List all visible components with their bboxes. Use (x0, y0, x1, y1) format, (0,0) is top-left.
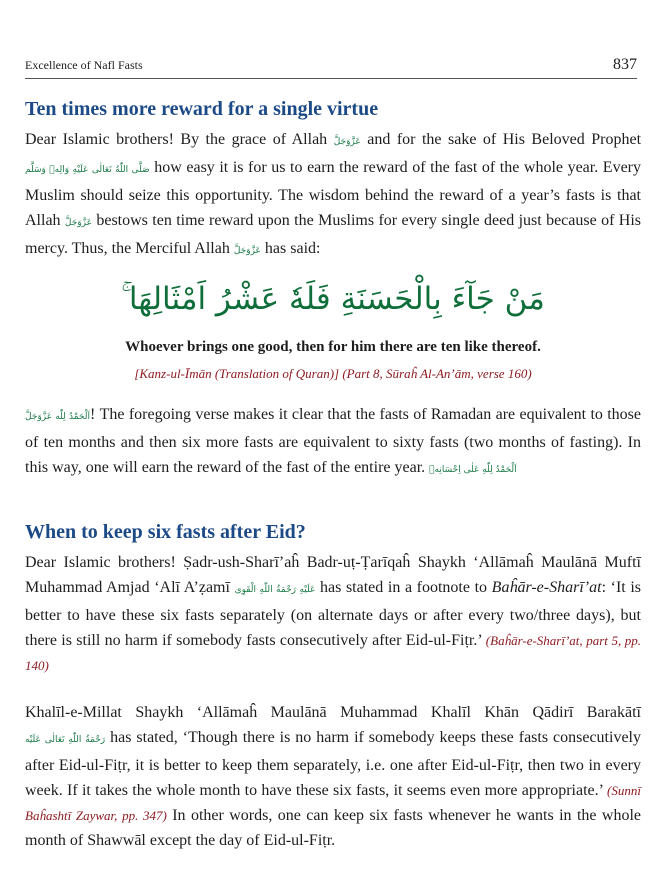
header-title: Excellence of Nafl Fasts (25, 58, 143, 72)
citation: (Baĥār-e-Sharī’at, part 5, pp. 140) (25, 633, 642, 673)
arabic-salutation: عَلَيْهِ رَحْمَةُ اللّٰهِ الْقَوِی (234, 585, 316, 595)
verse-reference: [Kanz-ul-Īmān (Translation of Quran)] (Part 8, Sūraĥ Al-An’ām, verse 160) (134, 366, 532, 381)
running-header (25, 56, 637, 79)
section-heading-reward: Ten times more reward for a single virtue (25, 98, 379, 120)
text-run: has stated in a footnote to (315, 579, 492, 596)
paragraph-sadr-ush-shariah (25, 550, 641, 678)
paragraph-intro (25, 127, 641, 264)
text-run: Dear Islamic brothers! By the grace of Allah (25, 131, 328, 148)
arabic-salutation: عَزَّوَجَلَّ (64, 218, 92, 228)
text-run: how easy it is for us to earn the reward of the fast of the whole year. Every Muslim should seize this opportunity. The wisdom behind the reward of a year’s fasts is that Allah (25, 159, 641, 229)
arabic-praise: اَلْحَمْدُ لِلّٰه عَزَّوَجَلَّ (25, 412, 90, 422)
citation: (Sunnī Baĥashtī Zaywar, pp. 347) (25, 783, 641, 823)
verse-translation: Whoever brings one good, then for him there are ten like thereof. (125, 339, 541, 355)
arabic-salutation: عَزَّوَجَلَّ (233, 246, 261, 256)
text-run: has said: (260, 240, 321, 257)
arabic-salutation: عَزَّوَجَلَّ (333, 137, 361, 147)
book-title: Baĥār-e-Sharī’at (491, 579, 602, 596)
paragraph-explanation (25, 402, 641, 483)
text-run: bestows ten time reward upon the Muslims for every single deed just because of His mercy. Thus, the Merciful Allah (25, 212, 641, 257)
arabic-praise: اَلْحَمْدُ لِلّٰهِ عَلٰى اِحْسَانِهٖ (429, 465, 517, 475)
page-body (25, 96, 641, 853)
text-run: Dear Islamic brothers! Ṣadr-ush-Sharī’aĥ Badr-uṭ-Ṭarīqaĥ Shaykh ‘Allāmaĥ Maulānā Muftī Muhammad Amjad ‘Alī A’ẓamī (25, 554, 641, 596)
text-run: has stated, ‘Though there is no harm if somebody keeps these fasts consecutively after Eid-ul-Fiṭr, it is better to keep them separately, i.e. one after Eid-ul-Fiṭr, then two in every week. If it takes the whole month to have these six fasts, it seems even more appropriate.’ (25, 729, 641, 799)
text-run: Khalīl-e-Millat Shaykh ‘Allāmaĥ Maulānā Muhammad Khalīl Khān Qādirī Barakātī (25, 704, 641, 721)
text-run: and for the sake of His Beloved Prophet (360, 131, 642, 148)
text-run: : ‘It is better to have these six fasts separately (on alternate days or after every two/three days), but there is still no harm if somebody fasts consecutively after Eid-ul-Fiṭr.’ (25, 579, 642, 649)
text-run: In other words, one can keep six fasts whenever he wants in the whole month of Shawwāl except the day of Eid-ul-Fiṭr. (25, 807, 642, 849)
text-run: ! The foregoing verse makes it clear that the fasts of Ramadan are equivalent to those of ten months and then six more fasts are equivalent to sixty fasts (two months of fasting). In this way, one will earn the reward of the fast of the entire year. (25, 406, 642, 476)
arabic-salutation: رَحْمَةُ اللّٰهِ تَعَالٰی عَلَيْه (25, 735, 106, 745)
page-number: 837 (613, 56, 637, 73)
section-heading-six-fasts: When to keep six fasts after Eid? (25, 521, 306, 543)
arabic-salutation: صَلَّى اللّٰهُ تَعَالٰی عَلَيْهِ وَالِهٖ وَسَلَّم (25, 165, 150, 175)
quran-verse-arabic: مَنْ جَآءَ بِالْحَسَنَةِ فَلَهٗ عَشْرُ اَمْثَالِهَا ۚ (121, 281, 545, 317)
paragraph-khalil-e-millat (25, 700, 641, 853)
